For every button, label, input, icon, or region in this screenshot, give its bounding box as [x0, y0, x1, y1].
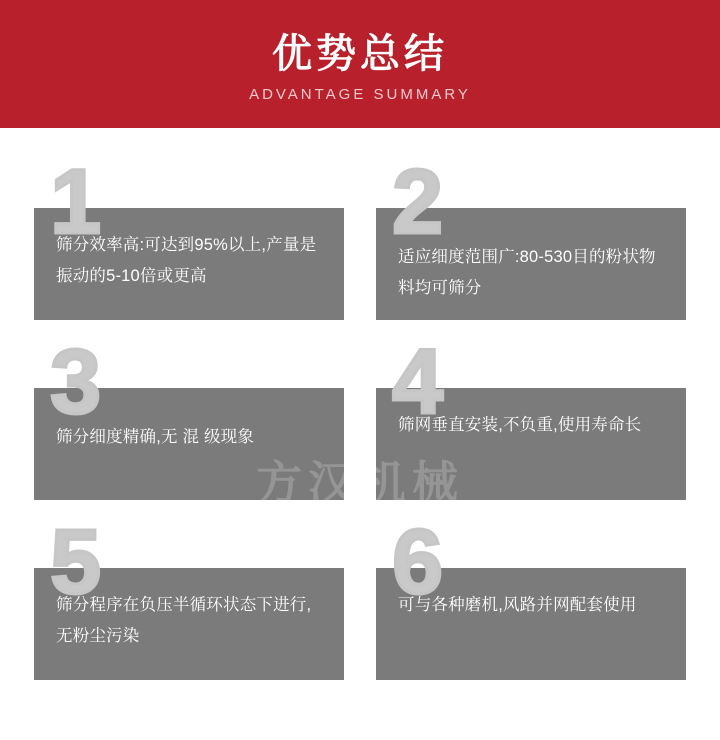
card-text: 筛网垂直安装,不负重,使用寿命长 [398, 416, 642, 434]
advantage-card [34, 151, 344, 320]
watermark-sub-text: FANGHAN MACHINERY [273, 510, 447, 522]
advantage-card [376, 511, 686, 680]
watermark-main-text: 方汉机械 [256, 457, 464, 509]
card-text: 筛分细度精确,无 混 级现象 [56, 428, 255, 446]
card-text: 可与各种磨机,风路并网配套使用 [398, 596, 637, 614]
page-subtitle: ADVANTAGE SUMMARY [249, 85, 471, 103]
card-text: 筛分程序在负压半循环状态下进行,无粉尘污染 [56, 596, 312, 645]
card-number: 5 [50, 511, 102, 613]
advantage-card [376, 151, 686, 320]
advantage-card [34, 511, 344, 680]
card-text: 筛分效率高:可达到95%以上,产量是振动的5-10倍或更高 [56, 236, 317, 285]
card-number: 1 [50, 151, 102, 253]
advantage-card [34, 331, 344, 500]
card-text: 适应细度范围广:80-530目的粉状物料均可筛分 [398, 248, 656, 297]
card-number: 2 [392, 151, 444, 253]
advantage-card-grid [0, 128, 720, 680]
card-number: 3 [50, 331, 102, 433]
card-number: 4 [392, 331, 444, 433]
page-header [0, 0, 720, 128]
advantage-card [376, 331, 686, 500]
card-number: 6 [392, 511, 444, 613]
page-title: 优势总结 [272, 31, 448, 76]
